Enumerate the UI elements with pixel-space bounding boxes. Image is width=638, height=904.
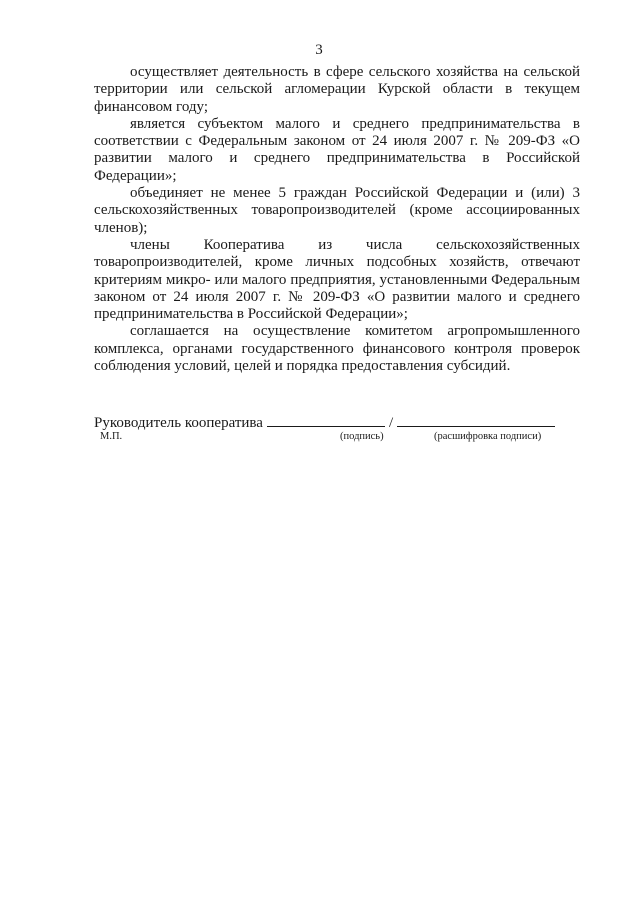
stamp-caption: М.П.: [100, 431, 123, 442]
decoding-blank: [397, 412, 555, 427]
paragraph-members-count: объединяет не менее 5 граждан Российской Федерации и (или) 3 сельскохозяйственных товаропроизводителей (кроме ассоциированных членов);: [94, 185, 580, 236]
signature-line: [94, 412, 555, 432]
signature-block: [94, 412, 564, 452]
paragraph-members-criteria: члены Кооператива из числа сельскохозяйственных товаропроизводителей, кроме личных подсобных хозяйств, отвечают критериям микро- или малого предприятия, установленными Федеральным законом от 24 июля 2007 г. № 209-ФЗ «О развитии малого и среднего предпринимательства в Российской Федерации»;: [94, 236, 580, 323]
signature-separator: /: [388, 415, 394, 431]
signature-label: Руководитель кооператива: [94, 415, 263, 431]
paragraph-sme-status: является субъектом малого и среднего предпринимательства в соответствии с Федеральным законом от 24 июля 2007 г. № 209-ФЗ «О развитии малого и среднего предпринимательства в Российской Федерации»;: [94, 115, 580, 184]
signature-caption: (подпись): [340, 431, 384, 442]
document-body: [94, 64, 580, 375]
paragraph-agriculture-activity: осуществляет деятельность в сфере сельского хозяйства на сельской территории или сельской агломерации Курской области в текущем финансовом году;: [94, 64, 580, 115]
page-number: 3: [315, 42, 323, 58]
paragraph-audit-consent: соглашается на осуществление комитетом агропромышленного комплекса, органами государственного финансового контроля проверок соблюдения условий, целей и порядка предоставления субсидий.: [94, 323, 580, 375]
decoding-caption: (расшифровка подписи): [434, 431, 542, 442]
signature-blank: [267, 412, 385, 427]
